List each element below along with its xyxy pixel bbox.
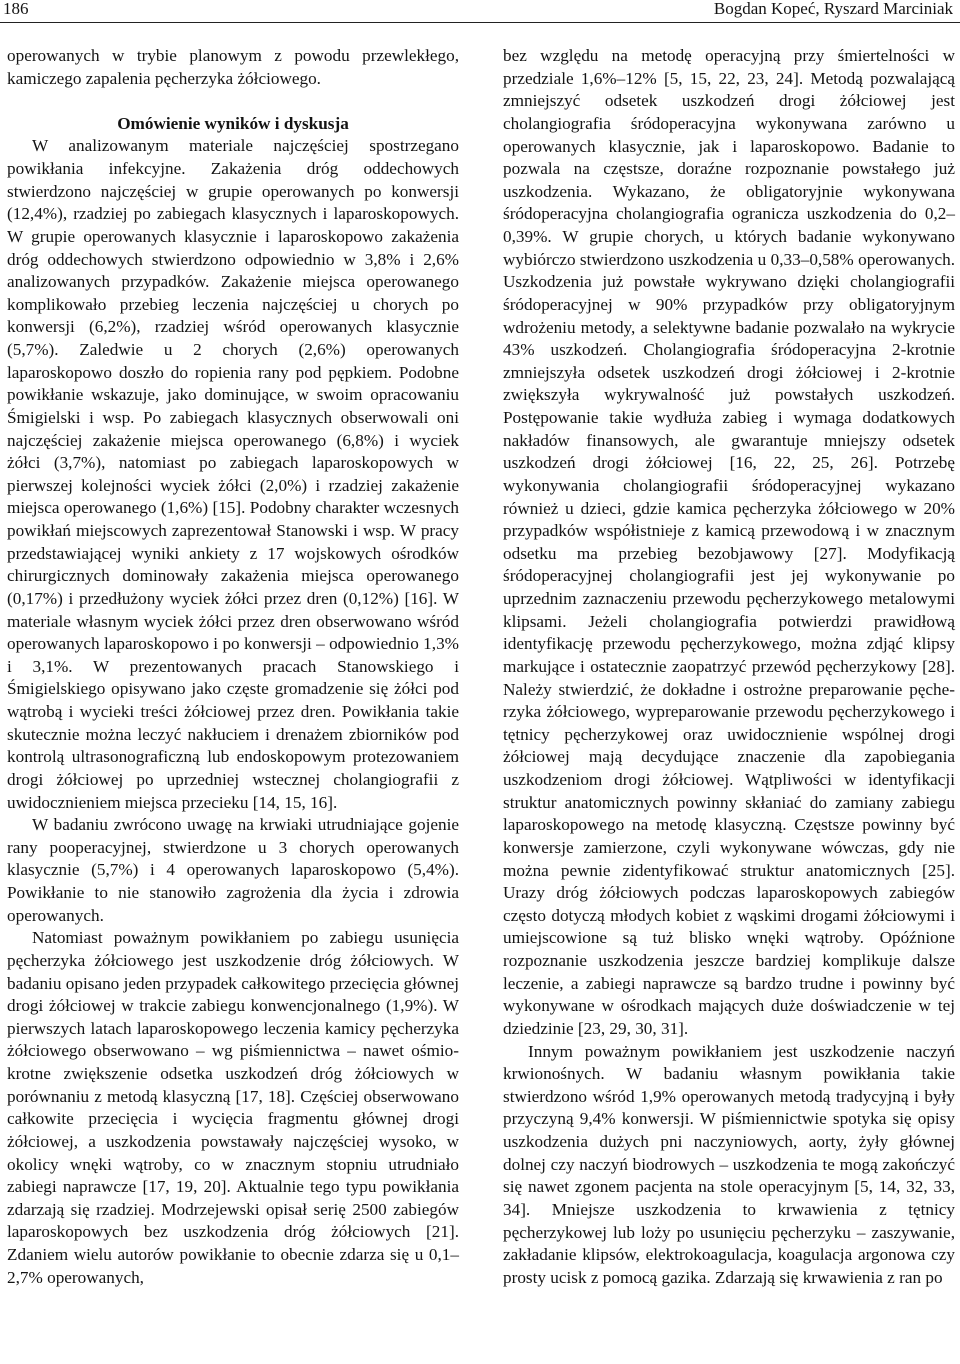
paragraph: W badaniu zwrócono uwagę na krwiaki utrudniające gojenie rany pooperacyjnej, stwierdzone u 3 chorych operowanych klasycznie (5,7%) i 4 operowanych laparoskopowo (5,4%). Powikłanie to nie stanowiło zagrożenia dla życia i zdrowia operowanych. — [7, 815, 459, 925]
section-heading: Omówienie wyników i dyskusja — [117, 113, 349, 133]
section-spacer — [7, 90, 459, 113]
running-head-authors: Bogdan Kopeć, Ryszard Marciniak — [713, 0, 953, 18]
paragraph: bez względu na metodę operacyjną przy śmiertelności w przedziale 1,6%–12% [5, 15, 22, 23, 24]. Metodą pozwalającą zmniejszyć odsetek uszkodzeń drogi żółciowej jest cholangiografia śródoperacyjna wykonywana zarówno u operowanych klasycznie, jak i laparoskopowo. Badanie to pozwala na częstsze, doraźne rozpoznanie powstałego już uszkodzenia. Wykazano, że obligatoryjnie wykonywana śródoperacyjna cholangiografia ogranicza uszkodzenia do 0,2–0,39%. W grupie chorych, u których badanie wykonywano wybiórczo stwierdzono uszkodzenia u 0,33–0,58% operowanych. Uszkodzenia już powstałe wykrywano dzięki cholangiografii śródoperacyjnej w 90% przypadków przy obligatoryjnym wdrożeniu metody, a selektywne badanie pozwalało na wykrycie 43% uszkodzeń. Cholangiografia śródoperacyjna 2-krotnie zmniejszyła odsetek uszkodzeń drogi żółciowej i 2-krotnie zwiększyła wykrywalność już powstałych uszkodzeń. Postępowanie takie wydłuża zabieg i wymaga dodatkowych nakładów finansowych, ale gwarantuje mniejszy odsetek uszkodzeń drogi żółciowej [16, 22, 25, 26]. Potrzebę wykonywania cholangiografii śródoperacyjnej wykazano również u dzieci, gdzie kamica pęcherzyka żółciowego w 20% przypadków współistnieje z kamicą przewodową i w znacznym odsetku ma przebieg bezobjawowy [27]. Modyfikacją śródoperacyjnej cholangiografii jest jej wykonywanie po uprzednim zaznaczeniu przewodu pęcherzykowego metalowymi klipsami. Jeżeli cholangiografia potwierdzi prawidłową identyfikację przewodu pęcherzykowego, można zdjąć klipsy markujące i ostatecznie zaopatrzyć przewód pęcherzykowy [28]. Należy stwierdzić, że dokładne i ostrożne preparowanie pęcherzyka żółciowego, wypreparowanie przewodu pęcherzykowego i tętnicy pęcherzykowej oraz uwidocznienie wspólnej drogi żółciowej mają decydujące znaczenie dla zapobiegania uszkodzeniom drogi żółciowej. Wątpliwości w identyfikacji struktur anatomicznych powinny skłaniać do zamiany zabiegu laparoskopowego na metodę klasyczną. Częstsze powinny być konwersje zamierzone, czyli wykonywane wówczas, gdy nie można pewnie zidentyfikować struktur anatomicznych [25]. Urazy dróg żółciowych podczas laparoskopowych zabiegów często dotyczą młodych kobiet z wąskimi drogami żółciowymi i umiejscowione są tuż blisko wnęki wątroby. Opóźnione rozpoznanie uszkodzenia jeszcze bardziej komplikuje dalsze leczenie, a zabiegi naprawcze są bardzo trudne i powinny być wykonywane w ośrodkach mających duże doświadczenie w tej dziedzinie [23, 29, 30, 31]. — [503, 46, 955, 1038]
page-number: 186 — [3, 0, 29, 18]
right-column — [503, 45, 955, 1289]
running-head — [0, 0, 960, 23]
paragraph: operowanych w trybie planowym z powodu przewlekłego, kamiczego zapalenia pęcherzyka żółciowego. — [7, 46, 459, 88]
paragraph: Innym poważnym powikłaniem jest uszkodzenie naczyń krwionośnych. W badaniu własnym powikłania takie stwierdzono wśród 1,9% operowanych metodą tradycyjną i były przyczyną 9,4% konwersji. W piśmiennictwie spotyka się opisy uszkodzenia dużych pni naczyniowych, aorty, żyły głównej dolnej czy naczyń biodrowych – uszkodzenia te mogą zakończyć się nawet zgonem pacjenta na stole operacyjnym [5, 14, 32, 33, 34]. Mniejsze uszkodzenia to krwawienia z tętnicy pęcherzykowej lub loży po usunięciu pęcherzyku – zaszywanie, zakładanie klipsów, elektrokoagulacja, koagulacja argonowa czy prosty ucisk z pomocą gazika. Zdarzają się krwawienia z ran po — [503, 1041, 955, 1287]
left-column — [7, 45, 459, 1289]
paragraph: W analizowanym materiale najczęściej spostrzegano powikłania infekcyjne. Zakażenia dróg oddechowych stwierdzono najczęściej w grupie operowanych po konwersji (12,4%), rzadziej po zabiegach klasycznych i laparoskopowych. W grupie operowanych klasycznie i laparoskopowo zakażenia dróg oddechowych stwierdzono odpowiednio w 3,8% i 2,6% analizowanych przypadków. Zakażenie miejsca operowanego komplikowało przebieg leczenia najczęściej u chorych po konwersji (6,2%), rzadziej wśród operowanych klasycznie (5,7%). Zaledwie u 2 chorych (2,6%) operowanych laparoskopowo doszło do ropienia rany pod pępkiem. Podobne powikłanie wskazuje, jako dominujące, w swoim opracowaniu Śmigielski i wsp. Po zabiegach klasycznych obserwowali oni najczęściej zakażenie miejsca operowanego (6,8%) i wyciek żółci (3,7%), natomiast po zabiegach laparoskopowych w pierwszej kolejności wyciek żółci (2,0%) i rzadziej zakażenie miejsca operowanego (1,6%) [15]. Podobny charakter wczesnych powikłań miejscowych zaprezentował Stanowski i wsp. W pracy przedstawiającej wyniki ankiety z 17 wojskowych ośrodków chirurgicznych dominowały zakażenia miejsca operowanego (0,17%) i przedłużony wyciek żółci przez dren (0,12%) [16]. W materiale własnym wyciek żółci przez dren obserwowano wśród operowanych laparoskopowo i po konwersji – odpowiednio 1,3% i 3,1%. W prezentowanych pracach Stanowskiego i Śmigielskiego opisywano jako częste gromadzenie się żółci pod wątrobą i wycieki treści żółciowej przez dren. Powikłania takie skutecznie można leczyć nakłuciem i drenażem zbiorników pod kontrolą ultrasonograficzną lub endoskopowym protezowaniem drogi żółciowej po uprzedniej wstecznej cholangiografii z uwidocznieniem miejsca przecieku [14, 15, 16]. — [7, 136, 459, 812]
paragraph: Natomiast poważnym powikłaniem po zabiegu usunięcia pęcherzyka żółciowego jest uszkodzenie dróg żółciowych. W badaniu opisano jeden przypadek całkowitego przecięcia głównej drogi żółciowej w trakcie zabiegu konwencjonalnego (1,9%). W pierwszych latach laparoskopowego leczenia kamicy pęcherzyka żółciowego obserwowano – wg piśmiennictwa – nawet ośmiokrotne zwiększenie odsetka uszkodzeń dróg żółciowych w porównaniu z metodą klasyczną [17, 18]. Częściej obserwowano całkowite przecięcia i wycięcia fragmentu głównej drogi żółciowej, a uszkodzenia powstawały najczęściej wysoko, w okolicy wnęki wątroby, co w znacznym stopniu utrudniało zabiegi naprawcze [17, 19, 20]. Aktualnie tego typu powikłania zdarzają się rzadziej. Modrzejewski opisał serię 2500 zabiegów laparoskopowych bez uszkodzenia dróg żółciowych [21]. Zdaniem wielu autorów powikłanie to obecnie zdarza się u 0,1–2,7% operowanych, — [7, 928, 459, 1287]
